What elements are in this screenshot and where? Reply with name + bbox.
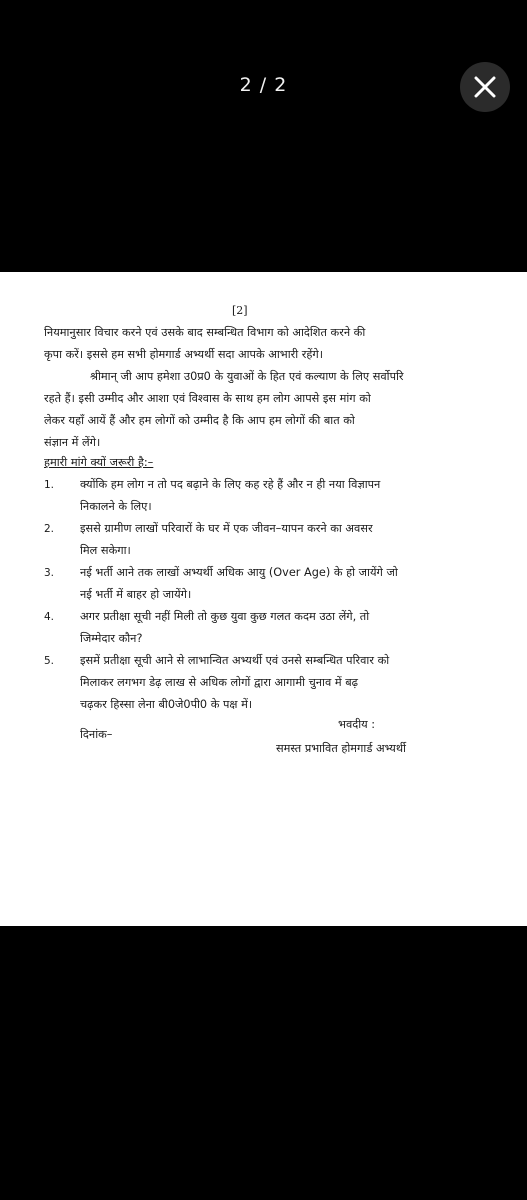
point-3-line-1: नई भर्ती आने तक लाखों अभ्यर्थी अधिक आयु (Over Age) के हो जायेंगे जो (80, 566, 398, 579)
paragraph-2-line-4: संज्ञान में लेंगे। (44, 436, 101, 449)
point-4-line-1: अगर प्रतीक्षा सूची नहीं मिली तो कुछ युवा कुछ गलत कदम उठा लेंगे, तो (80, 610, 370, 623)
paragraph-1-line-2: कृपा करें। इससे हम सभी होमगार्ड अभ्यर्थी सदा आपके आभारी रहेंगे। (44, 348, 324, 361)
close-button[interactable] (460, 62, 510, 112)
closing-salutation: भवदीय : (338, 718, 376, 731)
point-3-line-2: नई भर्ती में बाहर हो जायेंगे। (80, 588, 192, 601)
point-number: 4. (44, 611, 55, 623)
point-number: 2. (44, 523, 55, 535)
page-number: [2] (232, 304, 248, 317)
paragraph-1-line-1: नियमानुसार विचार करने एवं उसके बाद सम्बन्धित विभाग को आदेशित करने की (44, 326, 366, 339)
point-number: 1. (44, 479, 55, 491)
date-label: दिनांक– (80, 728, 113, 741)
point-2-line-2: मिल सकेगा। (80, 544, 131, 557)
point-5-line-3: चढ़कर हिस्सा लेना बी0जे0पी0 के पक्ष में। (80, 698, 253, 711)
point-number: 5. (44, 655, 55, 667)
page-counter: 2 / 2 (239, 74, 288, 96)
point-4-line-2: जिम्मेदार कौन? (80, 632, 143, 645)
point-5-line-2: मिलाकर लगभग डेढ़ लाख से अधिक लोगों द्वारा आगामी चुनाव में बढ़ (80, 676, 359, 689)
point-1-line-2: निकालने के लिए। (80, 500, 152, 513)
point-number: 3. (44, 567, 55, 579)
signatory: समस्त प्रभावित होमगार्ड अभ्यर्थी (276, 742, 406, 755)
demands-heading: हमारी मांगे क्यों जरूरी है:– (44, 456, 154, 469)
point-2-line-1: इससे ग्रामीण लाखों परिवारों के घर में एक जीवन–यापन करने का अवसर (80, 522, 373, 535)
close-icon (474, 76, 496, 98)
point-5-line-1: इसमें प्रतीक्षा सूची आने से लाभान्वित अभ्यर्थी एवं उनसे सम्बन्धित परिवार को (80, 654, 390, 667)
document-page (0, 272, 527, 926)
viewer-header (0, 0, 527, 272)
paragraph-2-line-3: लेकर यहाँ आयें हैं और हम लोगों को उम्मीद है कि आप हम लोगों की बात को (44, 414, 355, 427)
paragraph-2-line-2: रहते हैं। इसी उम्मीद और आशा एवं विश्वास के साथ हम लोग आपसे इस मांग को (44, 392, 371, 405)
point-1-line-1: क्योंकि हम लोग न तो पद बढ़ाने के लिए कह रहे हैं और न ही नया विज्ञापन (80, 478, 381, 491)
viewer-footer (0, 926, 527, 1200)
paragraph-2-line-1: श्रीमान् जी आप हमेशा उ0प्र0 के युवाओं के हित एवं कल्याण के लिए सर्वोपरि (90, 370, 404, 383)
